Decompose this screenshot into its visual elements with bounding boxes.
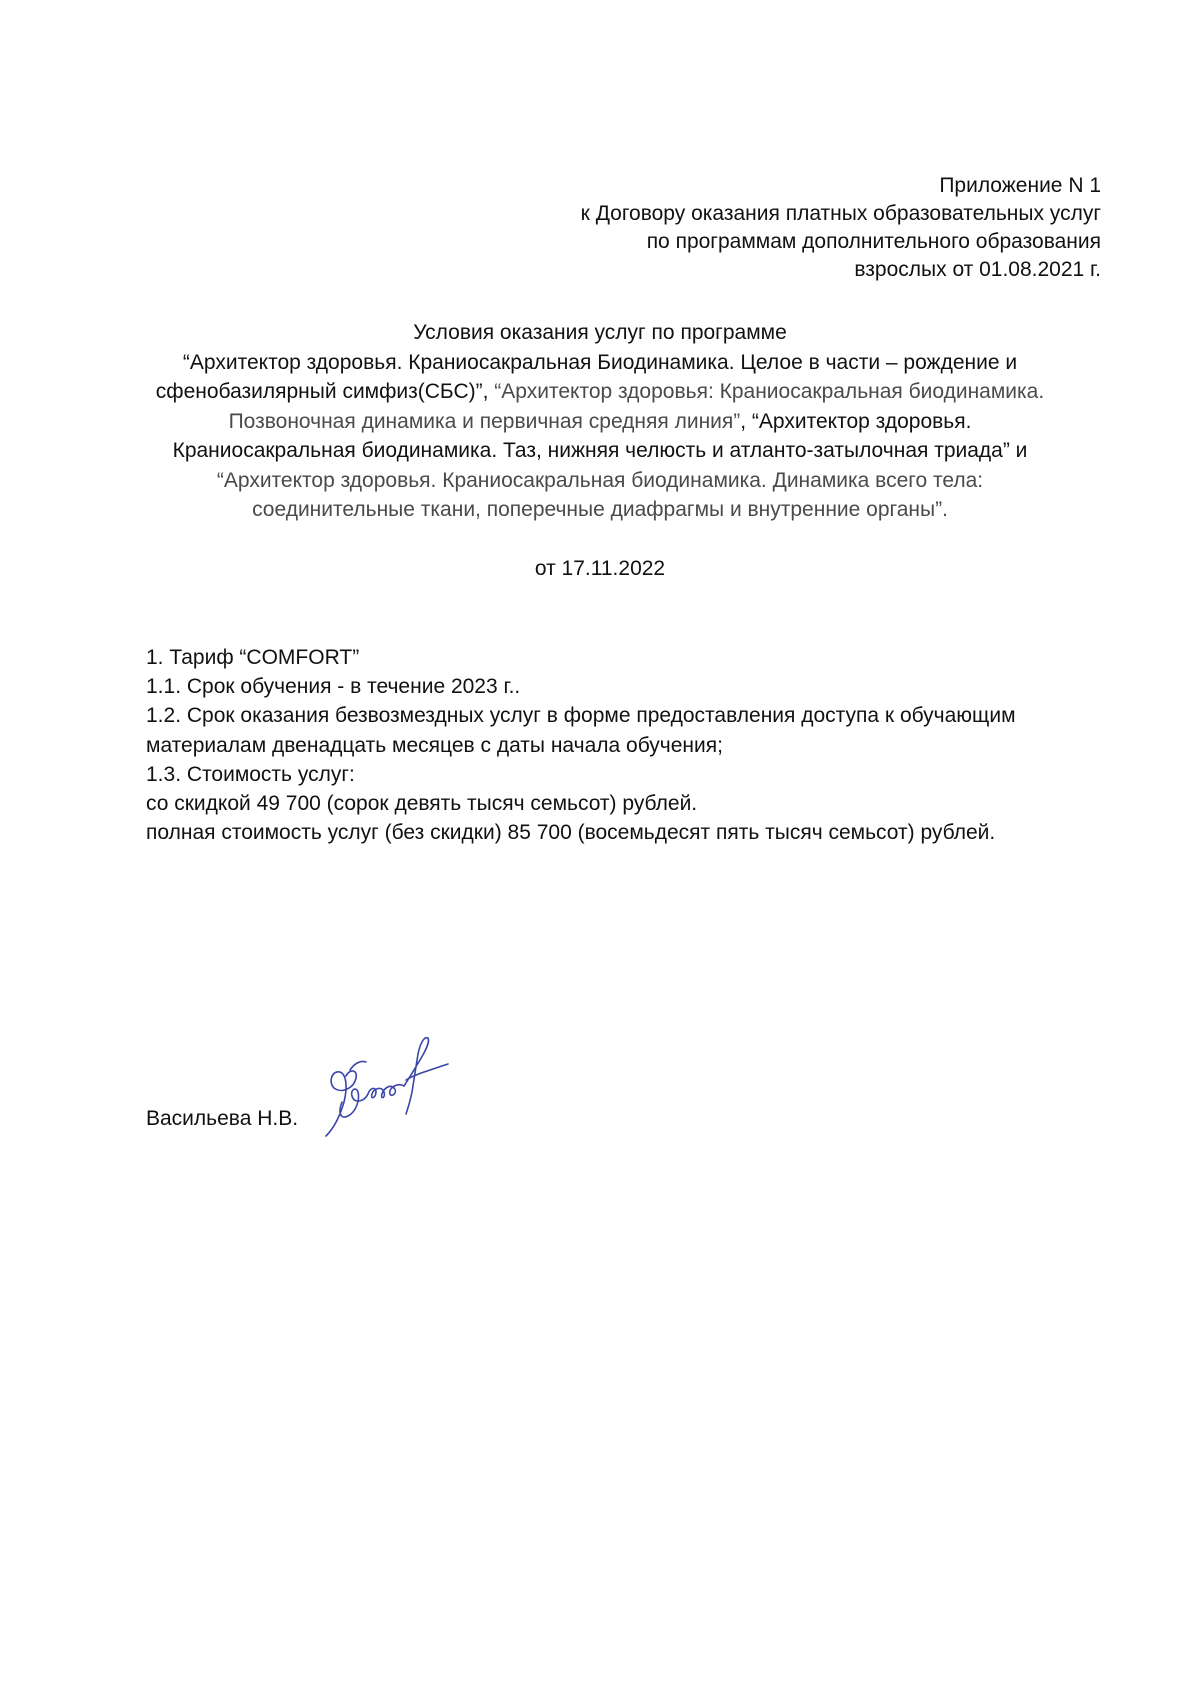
appendix-program-ref: по программам дополнительного образования <box>646 230 1101 253</box>
title-segment: “Архитектор здоровья: Краниосакральная биодинамика. <box>494 380 1045 403</box>
title-segment: сфенобазилярный симфиз(СБС)”, <box>155 380 495 403</box>
title-line: Условия оказания услуг по программе <box>413 321 787 344</box>
title-line: “Архитектор здоровья. Краниосакральная биодинамика. Динамика всего тела: <box>216 468 984 492</box>
title-line <box>130 377 1070 407</box>
handwritten-signature <box>320 1030 455 1140</box>
cost-full: полная стоимость услуг (без скидки) 85 700 (восемьдесят пять тысяч семьсот) рублей. <box>146 821 996 845</box>
document-date: от 17.11.2022 <box>534 557 666 580</box>
title-line <box>130 407 1070 437</box>
appendix-contract-date: взрослых от 01.08.2021 г. <box>854 258 1101 281</box>
title-line: Краниосакральная биодинамика. Таз, нижняя челюсть и атланто-затылочная триада” и <box>172 439 1028 462</box>
signer-name: Васильева Н.В. <box>146 1107 299 1130</box>
cost-heading: 1.3. Стоимость услуг: <box>146 762 355 786</box>
title-segment: , “Архитектор здоровья. <box>740 409 972 433</box>
access-term-continued: материалам двенадцать месяцев с даты начала обучения; <box>146 733 723 757</box>
appendix-contract-ref: к Договору оказания платных образовательных услуг <box>580 202 1101 225</box>
access-term: 1.2. Срок оказания безвозмездных услуг в форме предоставления доступа к обучающим <box>146 704 1016 728</box>
terms-section <box>146 643 1106 847</box>
document-title <box>130 318 1070 525</box>
appendix-header <box>581 172 1101 284</box>
study-term: 1.1. Срок обучения - в течение 2023 г.. <box>146 675 521 699</box>
cost-discount: со скидкой 49 700 (сорок девять тысяч семьсот) рублей. <box>146 792 698 816</box>
title-segment: Позвоночная динамика и первичная средняя линия” <box>228 409 741 433</box>
title-line: соединительные ткани, поперечные диафрагмы и внутренние органы”. <box>252 498 948 521</box>
title-line: “Архитектор здоровья. Краниосакральная Биодинамика. Целое в части – рождение и <box>182 350 1018 374</box>
tariff-heading: 1. Тариф “COMFORT” <box>146 646 360 669</box>
appendix-number: Приложение N 1 <box>939 174 1101 197</box>
